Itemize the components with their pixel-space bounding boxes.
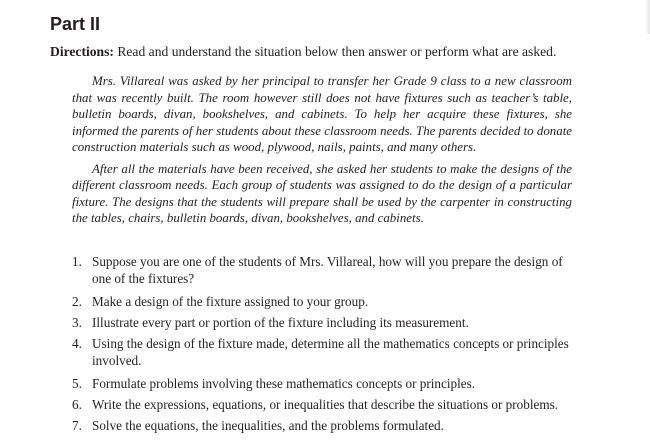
- task-item: [72, 253, 584, 287]
- task-item: [72, 293, 584, 310]
- task-number: 7.: [72, 418, 82, 433]
- task-text: Illustrate every part or portion of the fixture including its measurement.: [92, 315, 469, 330]
- task-text: Make a design of the fixture assigned to your group.: [92, 294, 369, 309]
- task-number: 2.: [72, 294, 82, 309]
- task-number: 6.: [72, 397, 82, 412]
- situation-paragraph: Mrs. Villareal was asked by her principal to transfer her Grade 9 class to a new classroom that was recently built. The room however still does not have fixtures such as teacher’s table, bulletin boards, divan, bookshelves, and cabinets. To help her acquire these fixtures, she informed the parents of her students about these classroom needs. The parents decided to donate construction materials such as wood, plywood, nails, paints, and many others.: [72, 74, 572, 154]
- task-text: Formulate problems involving these mathematics concepts or principles.: [92, 376, 476, 391]
- situation-passage: [72, 73, 572, 227]
- situation-paragraph: After all the materials have been received, she asked her students to make the designs of the different classroom needs. Each group of students was assigned to do the design of a particular fixture. The designs that the students will prepare shall be used by the carpenter in constructing the tables, chairs, bulletin boards, divan, bookshelves, and cabinets.: [72, 161, 572, 225]
- task-text: Solve the equations, the inequalities, and the problems formulated.: [92, 418, 444, 433]
- task-item: [72, 417, 584, 434]
- task-number: 4.: [72, 336, 82, 351]
- task-item: [72, 396, 584, 413]
- task-text: Suppose you are one of the students of Mrs. Villareal, how will you prepare the design of one of the fixtures?: [92, 254, 563, 286]
- task-item: [72, 314, 584, 331]
- task-number: 3.: [72, 315, 82, 330]
- directions-text: Read and understand the situation below then answer or perform what are asked.: [113, 44, 557, 59]
- task-list: [72, 253, 584, 438]
- task-number: 1.: [72, 254, 82, 269]
- page-edge-shadow: [645, 0, 650, 34]
- part-heading: Part II: [50, 14, 101, 34]
- task-item: [72, 335, 584, 369]
- directions-label: Directions:: [50, 44, 114, 59]
- task-item: [72, 375, 584, 392]
- task-text: Write the expressions, equations, or inequalities that describe the situations or problems.: [92, 397, 559, 412]
- task-number: 5.: [72, 376, 82, 391]
- task-text: Using the design of the fixture made, determine all the mathematics concepts or principles involved.: [92, 336, 569, 368]
- directions-line: [50, 43, 610, 61]
